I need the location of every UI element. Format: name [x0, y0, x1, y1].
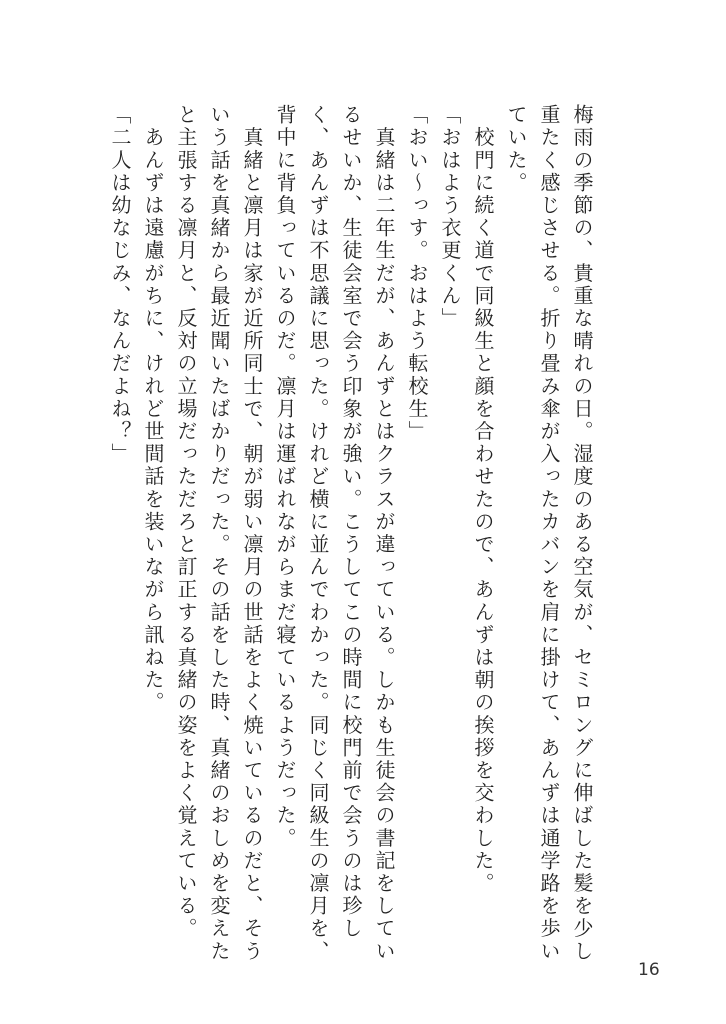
dialogue-line: 「おはよう衣更くん」 [438, 104, 462, 330]
page-number: 16 [638, 960, 660, 980]
paragraph: あんずは遠慮がちに、けれど世間話を装いながら訊ねた。 [141, 104, 165, 715]
vertical-text-body [103, 104, 598, 964]
paragraph: 校門に続く道で同級生と顔を合わせたので、あんずは朝の挨拶を交わした。 [471, 104, 495, 895]
dialogue-line: 「二人は幼なじみ、なんだよね？」 [108, 104, 132, 466]
paragraph: 真緒と凛月は家が近所同士で、朝が弱い凛月の世話をよく焼いているのだと、そういう話を真緒から最近聞いたばかりだった。その話をした時、真緒のおしめを変えたと主張する凛月と、反対の立場だっただろと訂正する真緒の姿をよく覚えている。 [174, 104, 264, 963]
dialogue-line: 「おい〜っす。おはよう転校生」 [405, 104, 429, 443]
paragraph: 真緒は二年生だが、あんずとはクラスが違っている。しかも生徒会の書記をしているせいか、生徒会室で会う印象が強い。こうしてこの時間に校門前で会うのは珍しく、あんずは不思議に思った。けれど横に並んでわかった。同じく同級生の凛月を、背中に背負っているのだ。凛月は運ばれながらまだ寝ているようだった。 [273, 104, 396, 963]
paragraph: 梅雨の季節の、貴重な晴れの日。湿度のある空気が、セミロングに伸ばした髪を少し重たく感じさせる。折り畳み傘が入ったカバンを肩に掛けて、あんずは通学路を歩いていた。 [504, 104, 594, 963]
